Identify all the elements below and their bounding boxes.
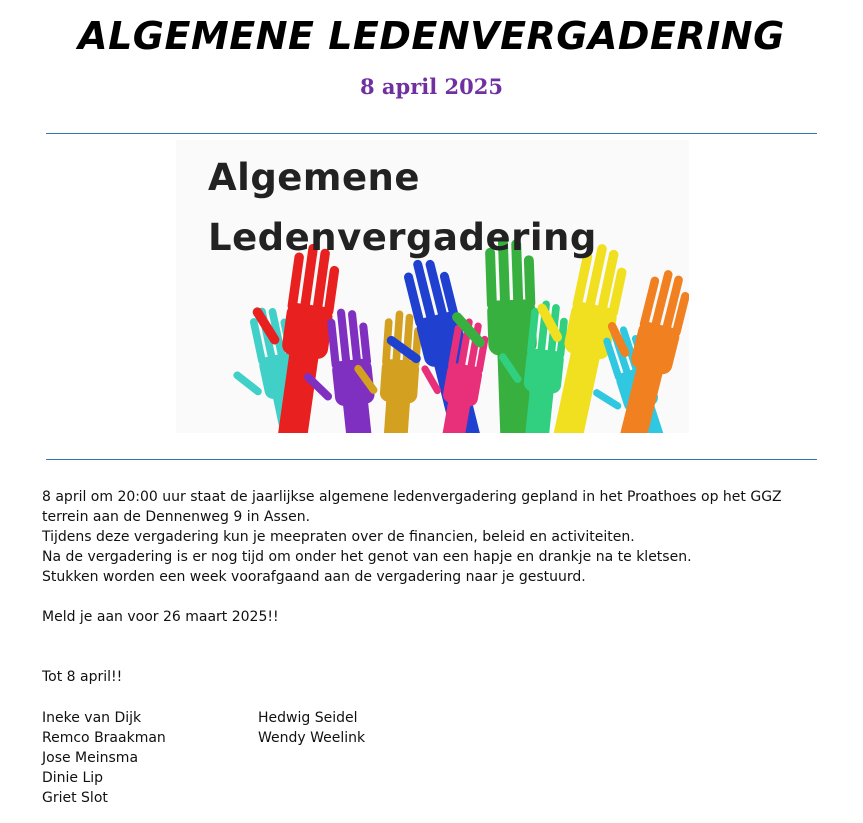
signature-name: Jose Meinsma [42, 750, 139, 766]
signature-name: Ineke van Dijk [42, 710, 142, 726]
signatures-column-2 [258, 708, 365, 748]
closing-line: Tot 8 april!! [42, 669, 123, 685]
banner-image [176, 140, 689, 433]
announcement-body [42, 487, 832, 687]
divider-top [46, 133, 817, 134]
signatures-column-1 [42, 708, 166, 808]
paragraph-location: 8 april om 20:00 uur staat de jaarlijkse algemene ledenvergadering gepland in het Proathoes op het GGZ terrein aan de Dennenweg 9 in Assen. [42, 489, 782, 525]
meeting-date: 8 april 2025 [360, 74, 503, 99]
banner-line-1: Algemene [208, 156, 420, 199]
signature-name: Griet Slot [42, 790, 108, 806]
signature-name: Dinie Lip [42, 770, 104, 786]
signup-notice: Meld je aan voor 26 maart 2025!! [42, 609, 279, 625]
paragraph-after: Na de vergadering is er nog tijd om onder het genot van een hapje en drankje na te kletsen. [42, 549, 692, 565]
divider-bottom [46, 459, 817, 460]
signature-name: Remco Braakman [42, 730, 166, 746]
banner-line-2: Ledenvergadering [208, 216, 597, 259]
paragraph-documents: Stukken worden een week voorafgaand aan de vergadering naar je gestuurd. [42, 569, 586, 585]
signature-name: Hedwig Seidel [258, 710, 358, 726]
page-title: ALGEMENE LEDENVERGADERING [78, 14, 785, 58]
paragraph-topics: Tijdens deze vergadering kun je meepraten over de financien, beleid en activiteiten. [42, 529, 635, 545]
signature-name: Wendy Weelink [258, 730, 366, 746]
